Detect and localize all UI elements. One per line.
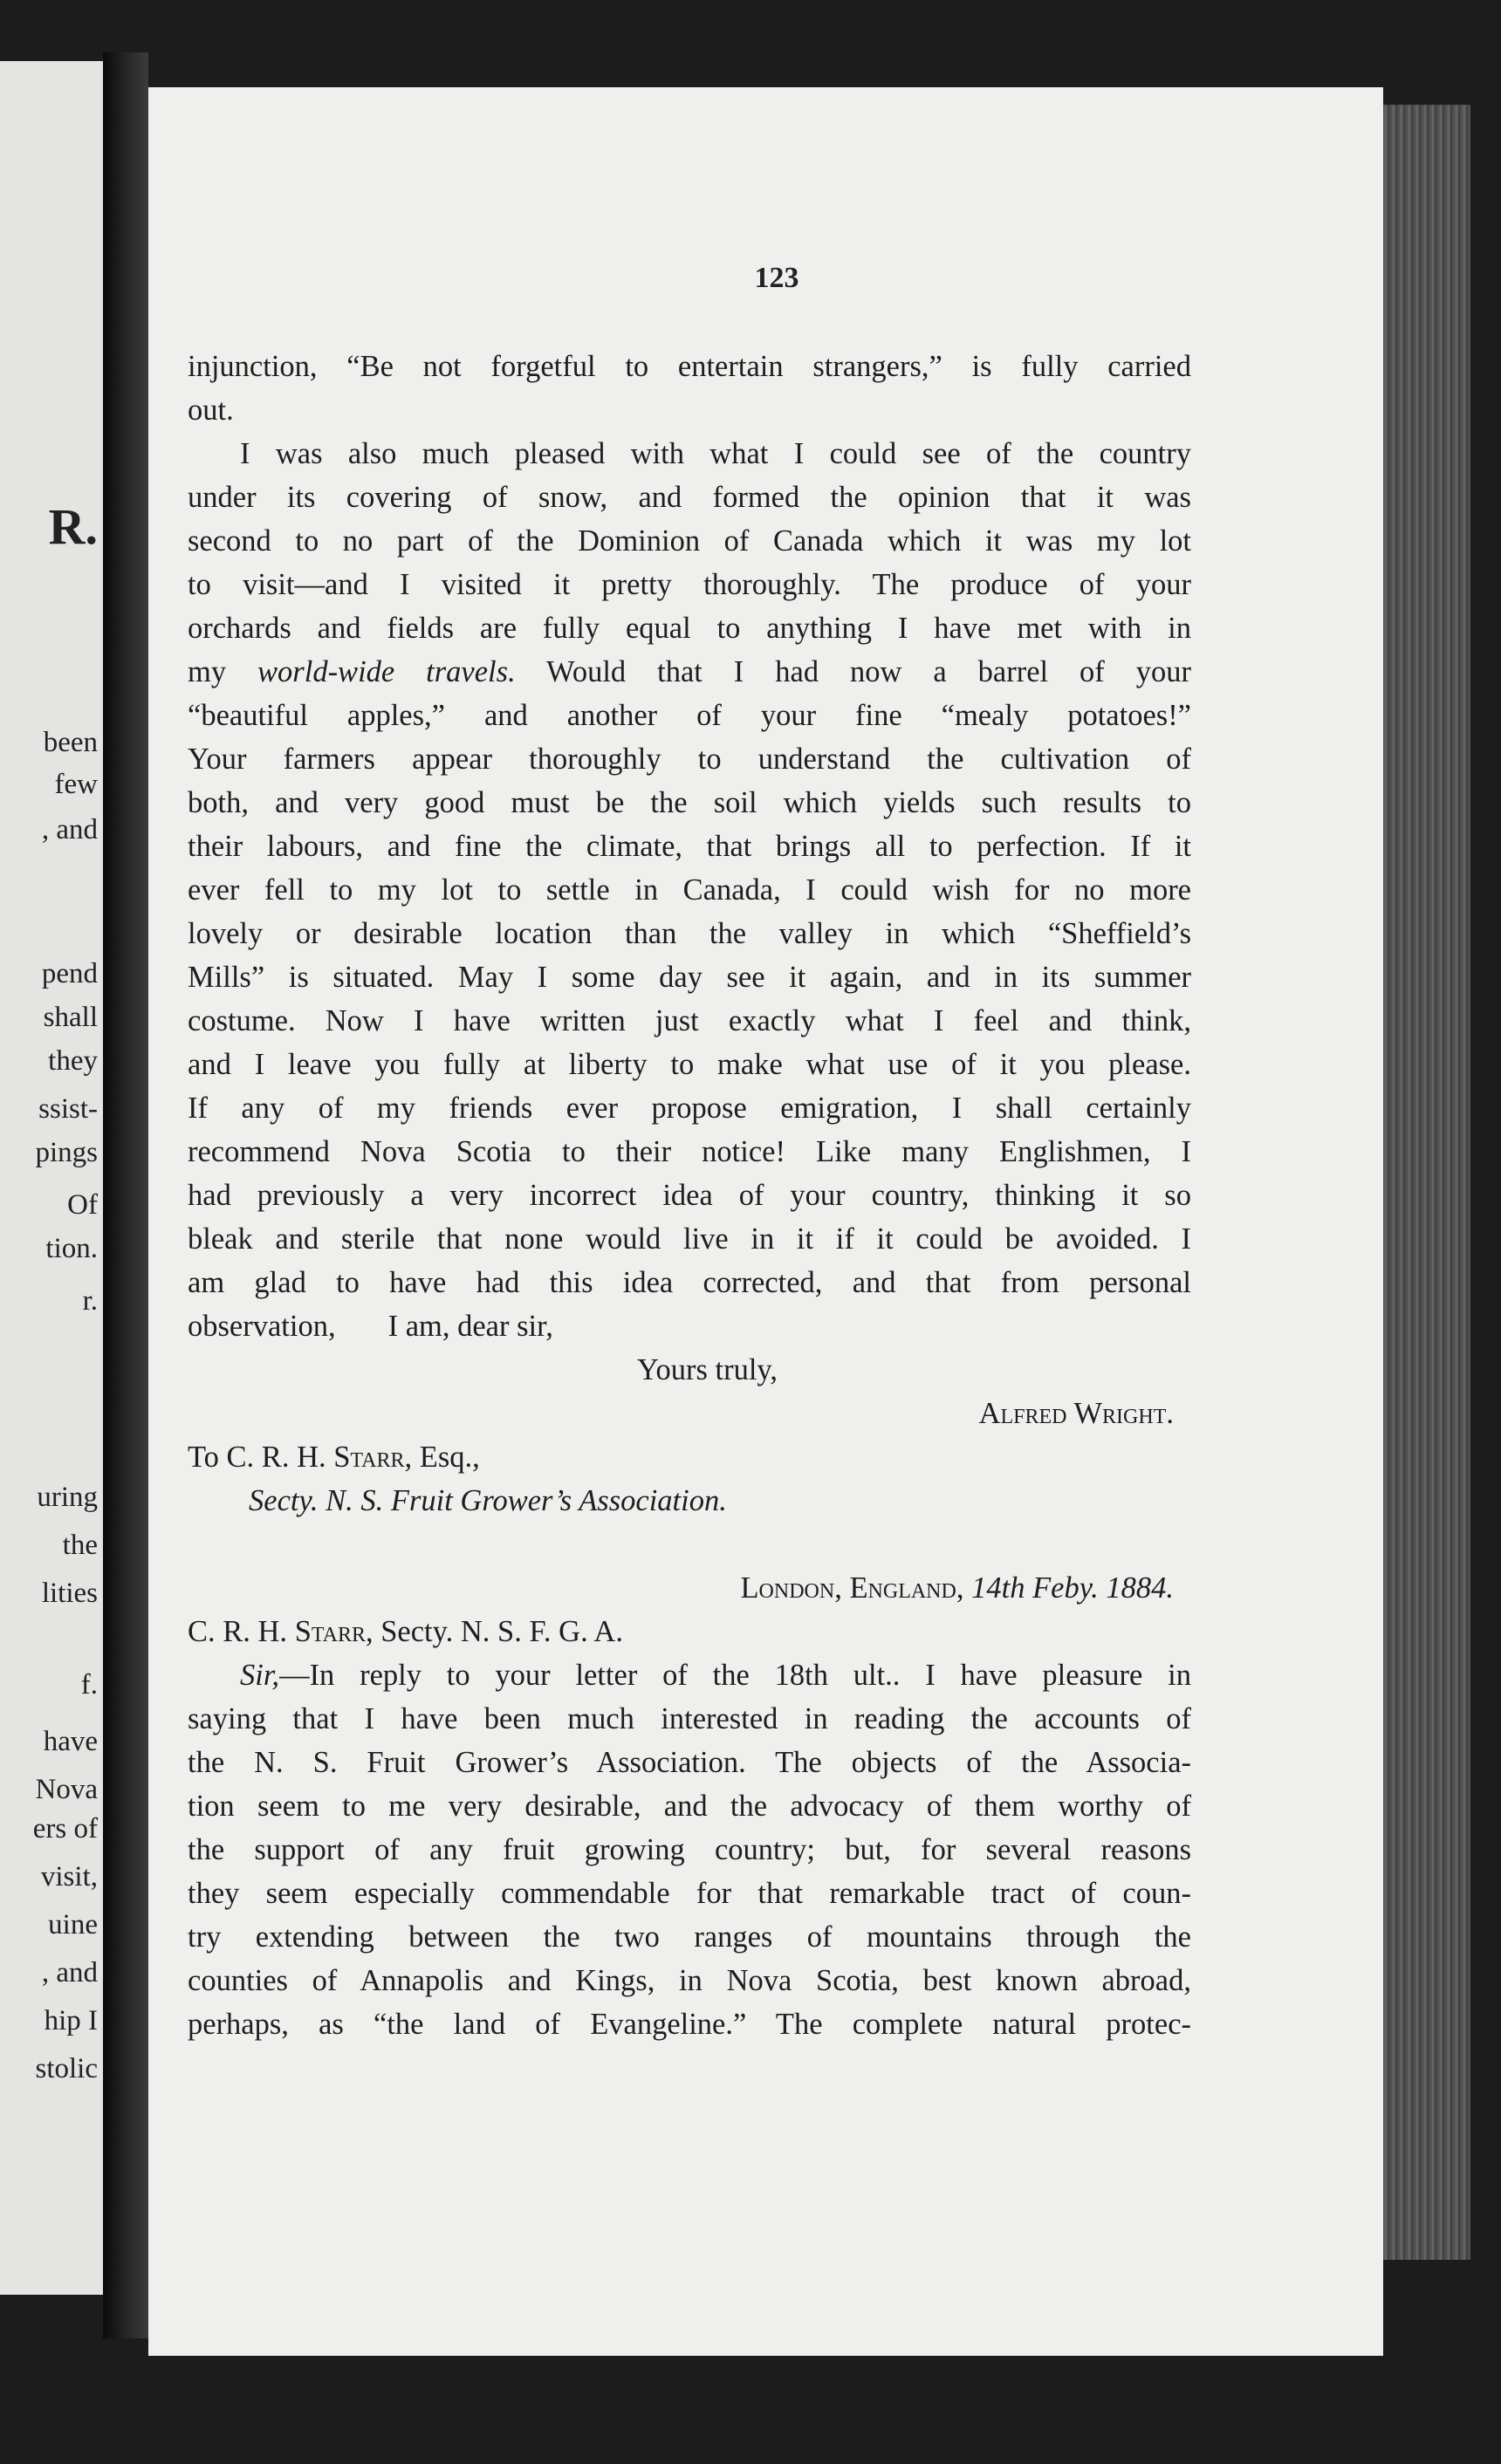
facing-page-fragment: pend xyxy=(41,958,98,989)
text-line: both, and very good must be the soil which yields such results to xyxy=(188,786,1191,819)
facing-page-fragment: hip I xyxy=(44,2005,98,2036)
text-line: perhaps, as “the land of Evangeline.” The complete natural protec- xyxy=(188,2008,1191,2041)
text-line: I was also much pleased with what I could see of the country xyxy=(240,437,1191,470)
text-line: second to no part of the Dominion of Canada which it was my lot xyxy=(188,524,1191,558)
salutation: Sir, xyxy=(240,1659,280,1692)
facing-page-fragment: visit, xyxy=(40,1861,98,1892)
page-edges xyxy=(1383,105,1470,2260)
yours-truly: Yours truly, xyxy=(637,1353,778,1386)
text-line: If any of my friends ever propose emigration, I shall certainly xyxy=(188,1092,1191,1125)
text-line: ever fell to my lot to settle in Canada, I could wish for no more xyxy=(188,873,1191,907)
book-gutter xyxy=(103,52,148,2338)
facing-page-fragment: f. xyxy=(80,1669,98,1701)
addressee-title: Secty. N. S. Fruit Grower’s Association. xyxy=(249,1484,727,1517)
letter-2-dateline: London, England, 14th Feby. 1884. xyxy=(740,1571,1174,1605)
facing-page-fragment: ers of xyxy=(32,1813,98,1845)
text-line xyxy=(188,1653,1191,1697)
text-line: to visit—and I visited it pretty thoroughly. The produce of your xyxy=(188,568,1191,601)
text-line: tion seem to me very desirable, and the advocacy of them worthy of xyxy=(188,1790,1191,1823)
text-line: and I leave you fully at liberty to make what use of it you please. xyxy=(188,1048,1191,1081)
facing-page-fragment: stolic xyxy=(35,2053,98,2084)
facing-page xyxy=(0,61,103,2295)
text-line: bleak and sterile that none would live in it if it could be avoided. I xyxy=(188,1222,1191,1256)
text-line: recommend Nova Scotia to their notice! Like many Englishmen, I xyxy=(188,1135,1191,1168)
text-line: am glad to have had this idea corrected, and that from personal xyxy=(188,1266,1191,1299)
text-line: Mills” is situated. May I some day see it again, and in its summer xyxy=(188,961,1191,994)
paragraph-3 xyxy=(188,1653,1191,2046)
text-line: Your farmers appear thoroughly to understand the cultivation of xyxy=(188,743,1191,776)
facing-page-text xyxy=(0,61,98,2295)
facing-page-fragment: pings xyxy=(35,1137,98,1168)
text-line: try extending between the two ranges of mountains through the xyxy=(188,1920,1191,1954)
facing-page-fragment: tion. xyxy=(45,1233,98,1264)
facing-page-fragment: Nova xyxy=(35,1774,98,1805)
text-line: saying that I have been much interested in reading the accounts of xyxy=(188,1702,1191,1735)
closing-line: observation, I am, dear sir, xyxy=(188,1310,553,1343)
addressee: To C. R. H. Starr, Esq., xyxy=(188,1441,480,1474)
facing-page-fragment: r. xyxy=(82,1285,98,1317)
facing-page-fragment: uring xyxy=(37,1482,98,1513)
facing-page-fragment: shall xyxy=(43,1002,98,1033)
signature: Alfred Wright. xyxy=(978,1397,1174,1430)
text-line: the N. S. Fruit Grower’s Association. The objects of the Associa- xyxy=(188,1746,1191,1779)
text-line: their labours, and fine the climate, that brings all to perfection. If it xyxy=(188,830,1191,863)
paragraph-1 xyxy=(188,345,1191,432)
facing-page-fragment: Of xyxy=(67,1189,98,1221)
text-line: injunction, “Be not forgetful to entertain strangers,” is fully carried xyxy=(188,350,1191,383)
facing-page-fragment: lities xyxy=(41,1578,98,1609)
facing-page-fragment: , and xyxy=(41,1957,98,1988)
facing-page-fragment: they xyxy=(48,1045,98,1077)
text-line: orchards and fields are fully equal to anything I have met with in xyxy=(188,612,1191,645)
facing-page-fragment: the xyxy=(62,1530,98,1561)
text-line: under its covering of snow, and formed the opinion that it was xyxy=(188,481,1191,514)
facing-page-fragment: ssist- xyxy=(38,1093,98,1125)
text-line: had previously a very incorrect idea of your country, thinking it so xyxy=(188,1179,1191,1212)
paragraph-2 xyxy=(188,432,1191,1304)
page-number: 123 xyxy=(754,262,799,294)
text-line: “beautiful apples,” and another of your fine “mealy potatoes!” xyxy=(188,699,1191,732)
facing-page-fragment: uine xyxy=(48,1909,98,1940)
text-line: out. xyxy=(188,394,234,427)
facing-page-fragment: R. xyxy=(48,498,98,555)
facing-page-fragment: been xyxy=(43,727,98,758)
facing-page-fragment: have xyxy=(43,1726,98,1757)
letter-2-recipient: C. R. H. Starr, Secty. N. S. F. G. A. xyxy=(188,1615,623,1648)
text-line: counties of Annapolis and Kings, in Nova Scotia, best known abroad, xyxy=(188,1964,1191,1997)
facing-page-fragment: few xyxy=(54,769,98,800)
text-span: —In reply to your letter of the 18th ult.. I have pleasure in xyxy=(279,1659,1191,1692)
text-line: my world-wide travels. Would that I had now a barrel of your xyxy=(188,655,1191,688)
text-line: costume. Now I have written just exactly what I feel and think, xyxy=(188,1004,1191,1037)
text-line: they seem especially commendable for that remarkable tract of coun- xyxy=(188,1877,1191,1910)
facing-page-fragment: , and xyxy=(41,814,98,845)
text-line: lovely or desirable location than the valley in which “Sheffield’s xyxy=(188,917,1191,950)
text-line: the support of any fruit growing country; but, for several reasons xyxy=(188,1833,1191,1866)
page-text xyxy=(188,345,1191,2046)
